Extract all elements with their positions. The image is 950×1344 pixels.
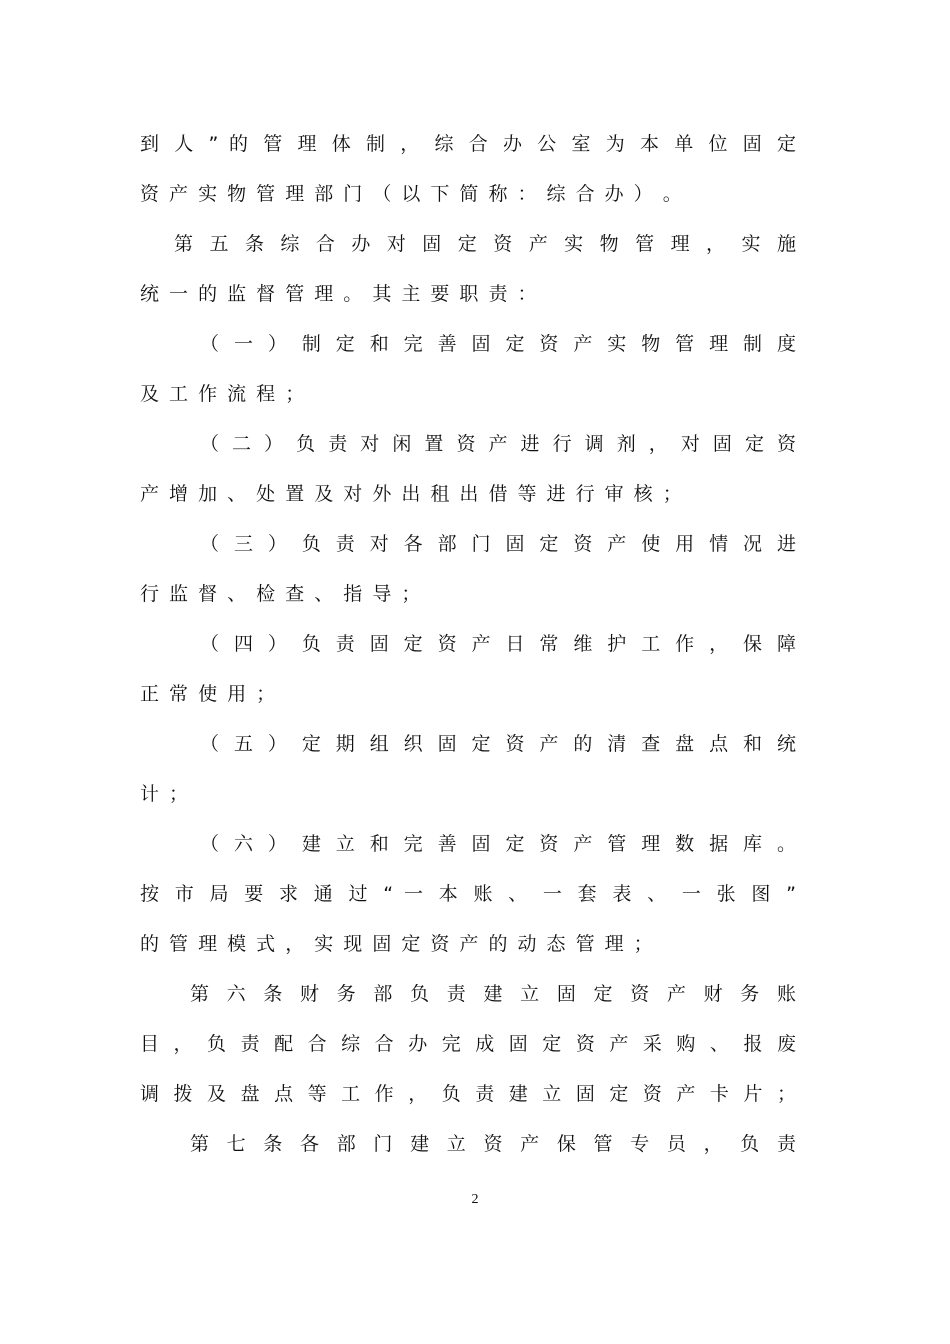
text-line: （ 二 ） 负 责 对 闲 置 资 产 进 行 调 剂 ， 对 固 定 资 <box>200 433 796 455</box>
text-line: （ 三 ） 负 责 对 各 部 门 固 定 资 产 使 用 情 况 进 <box>200 533 796 555</box>
text-line: 的 管 理 模 式 ， 实 现 固 定 资 产 的 动 态 管 理 ； <box>140 933 655 955</box>
text-line: （ 五 ） 定 期 组 织 固 定 资 产 的 清 查 盘 点 和 统 <box>200 733 796 755</box>
text-line: 资 产 实 物 管 理 部 门 （ 以 下 简 称 ： 综 合 办 ） 。 <box>140 183 684 205</box>
text-line: 第 六 条 财 务 部 负 责 建 立 固 定 资 产 财 务 账 <box>190 983 796 1005</box>
text-line: 产 增 加 、 处 置 及 对 外 出 租 出 借 等 进 行 审 核 ； <box>140 483 684 505</box>
text-line: 计 ； <box>140 783 191 805</box>
text-line: （ 四 ） 负 责 固 定 资 产 日 常 维 护 工 作 ， 保 障 <box>200 633 796 655</box>
text-line: 第 五 条 综 合 办 对 固 定 资 产 实 物 管 理 ， 实 施 <box>174 233 796 255</box>
text-line: 第 七 条 各 部 门 建 立 资 产 保 管 专 员 ， 负 责 <box>190 1133 796 1155</box>
text-line: 及 工 作 流 程 ； <box>140 383 307 405</box>
text-line: 正 常 使 用 ； <box>140 683 278 705</box>
text-line: 到 人 ” 的 管 理 体 制 ， 综 合 办 公 室 为 本 单 位 固 定 <box>140 133 796 155</box>
text-line: 统 一 的 监 督 管 理 。 其 主 要 职 责 ： <box>140 283 539 305</box>
text-line: 按 市 局 要 求 通 过 “ 一 本 账 、 一 套 表 、 一 张 图 ” <box>140 883 796 905</box>
text-line: 调 拨 及 盘 点 等 工 作 ， 负 责 建 立 固 定 资 产 卡 片 ； <box>140 1083 796 1105</box>
text-line: （ 六 ） 建 立 和 完 善 固 定 资 产 管 理 数 据 库 。 <box>200 833 796 855</box>
text-line: 行 监 督 、 检 查 、 指 导 ； <box>140 583 423 605</box>
page-number: 2 <box>471 1192 479 1207</box>
text-line: 目 ， 负 责 配 合 综 合 办 完 成 固 定 资 产 采 购 、 报 废 <box>140 1033 796 1055</box>
text-line: （ 一 ） 制 定 和 完 善 固 定 资 产 实 物 管 理 制 度 <box>200 333 796 355</box>
